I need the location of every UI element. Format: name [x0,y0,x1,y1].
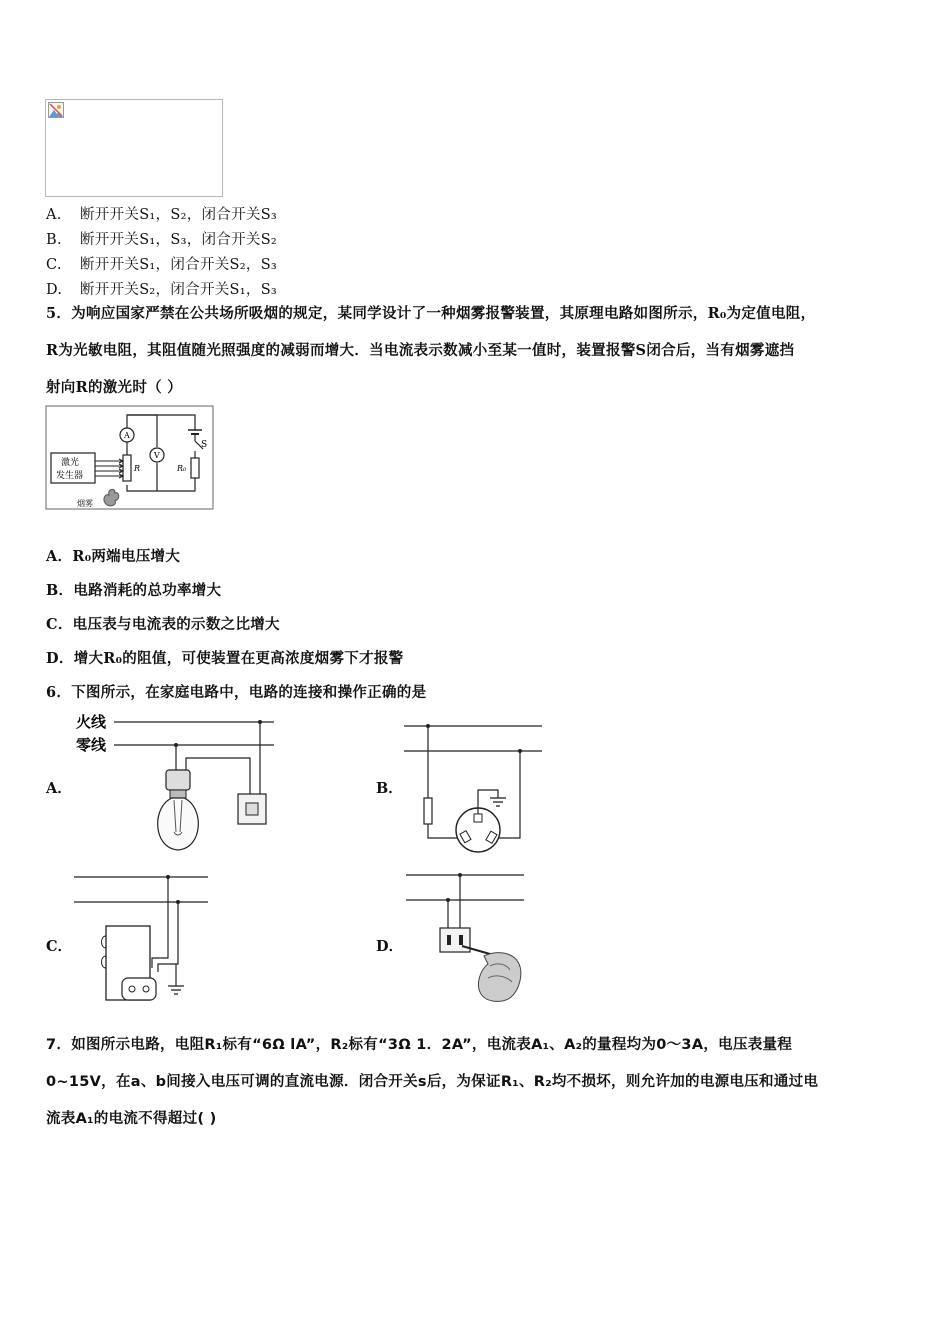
q5-option-c: C．电压表与电流表的示数之比增大 [46,616,280,633]
q5-stem-line2: R为光敏电阻，其阻值随光照强度的减弱而增大．当电流表示数减小至某一值时，装置报警S闭合后，当有烟雾遮挡 [46,342,795,359]
q5-circuit-diagram [45,405,215,513]
q6-label-c: C． [46,938,73,955]
q5-option-a: A．R₀两端电压增大 [46,548,181,565]
q6-diagram-c [70,868,215,1008]
q5-stem-line3: 射向R的激光时（ ） [46,379,183,396]
q5-r0-label: R₀ [177,464,187,473]
q4-option-a: A. 断开开关S₁，S₂，闭合开关S₃ [46,207,278,223]
q5-stem-line1: 5．为响应国家严禁在公共场所吸烟的规定，某同学设计了一种烟雾报警装置，其原理电路如图所示，R₀为定值电阻， [46,305,816,322]
q5-laser-label-1: 激光 [61,458,80,468]
broken-image-placeholder [45,99,223,197]
q7-stem-line3: 流表A₁的电流不得超过( ) [46,1111,217,1127]
q5-laser-label-2: 发生器 [56,471,84,481]
q6-label-d: D． [376,938,404,955]
q5-option-d: D．增大R₀的阻值，可使装置在更高浓度烟雾下才报警 [46,650,404,667]
q6-diagram-b [400,718,545,858]
q4-option-b: B. 断开开关S₁，S₃，闭合开关S₂ [46,232,278,248]
q5-switch-label: S [201,440,208,450]
q6-label-a: A． [46,780,72,797]
q7-stem-line1: 7．如图所示电路，电阻R₁标有“6Ω lA”，R₂标有“3Ω 1．2A”，电流表A₁、A₂的量程均为0～3A，电压表量程 [46,1037,793,1053]
q5-r-label: R [134,464,141,473]
q6-diagram-d [400,866,530,1006]
q6-neutral-wire-label: 零线 [76,736,107,754]
q4-option-c: C. 断开开关S₁，闭合开关S₂，S₃ [46,257,278,273]
q7-stem-line2: 0~15V，在a、b间接入电压可调的直流电源．闭合开关s后，为保证R₁、R₂均不损坏，则允许加的电源电压和通过电 [46,1074,819,1090]
q6-label-b: B． [376,780,403,797]
broken-image-icon [48,102,64,118]
q6-live-wire-label: 火线 [76,713,107,731]
q6-stem: 6．下图所示，在家庭电路中，电路的连接和操作正确的是 [46,684,427,701]
q6-diagram-a [70,710,280,855]
q5-voltmeter-label: V [154,451,160,460]
q5-ammeter-label: A [124,431,130,440]
q5-option-b: B．电路消耗的总功率增大 [46,582,222,599]
q5-smoke-label: 烟雾 [77,499,93,508]
q4-option-d: D. 断开开关S₂，闭合开关S₁，S₃ [46,282,278,298]
